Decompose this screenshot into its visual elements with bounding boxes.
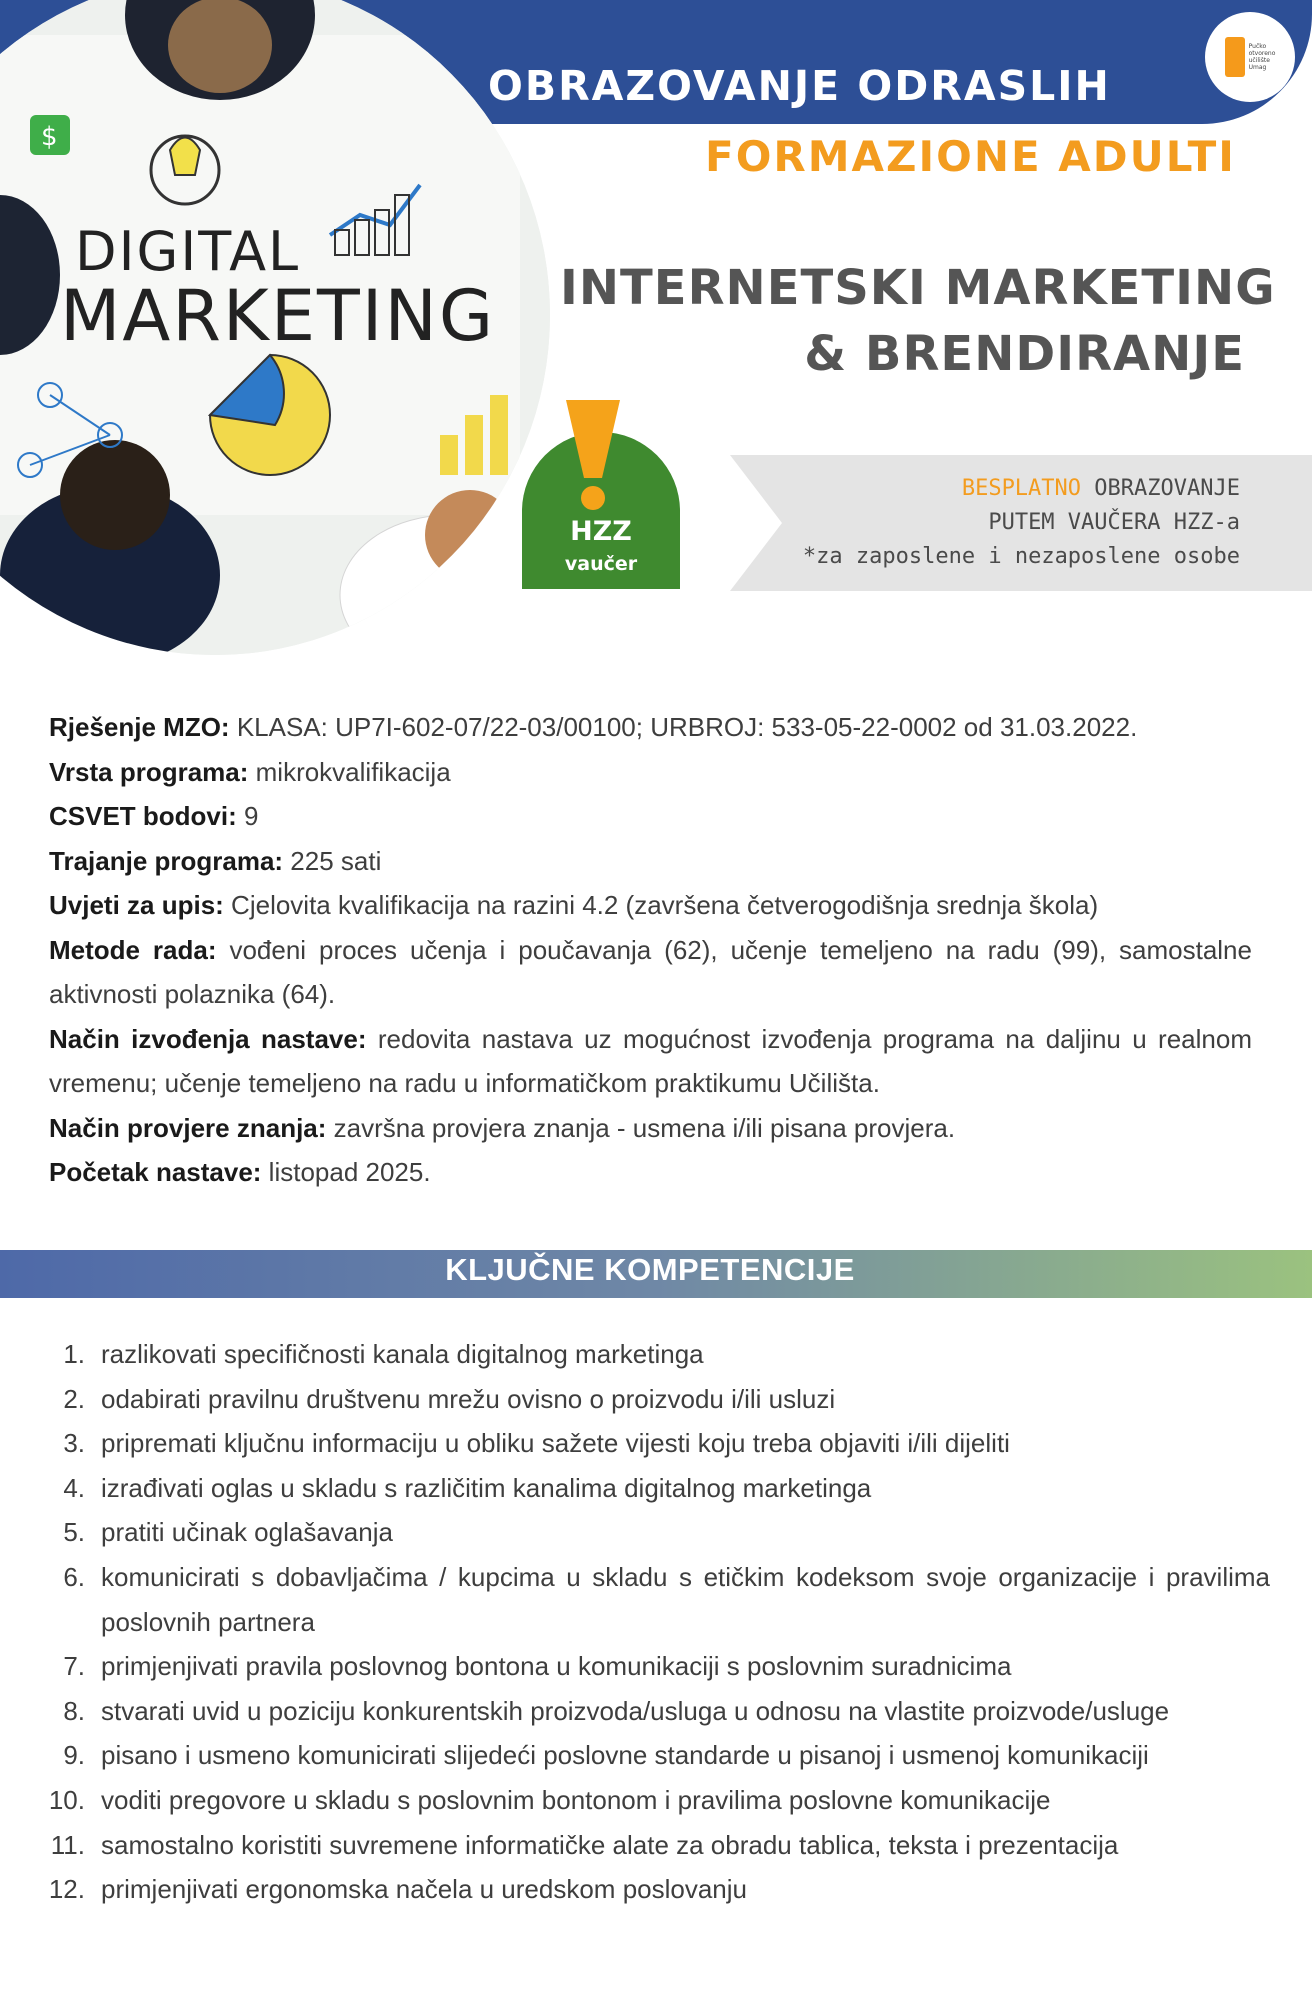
- list-item: 4. izrađivati oglas u skladu s različitim kanalima digitalnog marketinga: [63, 1472, 872, 1503]
- logo-mark: [1225, 37, 1245, 77]
- list-item: 11. samostalno koristiti suvremene informatičke alate za obradu tablica, teksta i prezentacija: [50, 1829, 1119, 1860]
- photo-text-marketing: MARKETING: [60, 275, 496, 357]
- course-title-line-2: & BRENDIRANJE: [804, 326, 1245, 382]
- title-italian: FORMAZIONE ADULTI: [705, 132, 1236, 181]
- info-row: CSVET bodovi: 9: [49, 801, 259, 831]
- digital-marketing-illustration: [0, 0, 550, 655]
- svg-text:$: $: [41, 122, 58, 152]
- title-croatian: OBRAZOVANJE ODRASLIH: [488, 62, 1111, 110]
- info-row: Način izvođenja nastave: redovita nastava uz mogućnost izvođenja programa na daljinu u realnom vremenu; učenje temeljeno na radu u informatičkom praktikumu Učilišta.: [49, 1023, 1252, 1098]
- list-item: 2. odabirati pravilnu društvenu mrežu ovisno o proizvodu i/ili usluzi: [63, 1383, 836, 1414]
- list-item: 12. primjenjivati ergonomska načela u uredskom poslovanju: [48, 1874, 748, 1905]
- info-row: Početak nastave: listopad 2025.: [49, 1157, 431, 1187]
- info-row: Trajanje programa: 225 sati: [49, 845, 382, 876]
- list-item: 9. pisano i usmeno komunicirati slijedeći poslovne standarde u pisanoj i usmenoj komunikaciji: [63, 1740, 1149, 1771]
- voucher-line-2: PUTEM VAUČERA HZZ-a: [988, 510, 1240, 535]
- list-item: 3. pripremati ključnu informaciju u obliku sažete vijesti koju treba objaviti i/ili dijeliti: [63, 1428, 1010, 1459]
- photo-text-digital: DIGITAL: [75, 220, 301, 283]
- list-item: 5. pratiti učinak oglašavanja: [63, 1517, 393, 1548]
- hzz-badge-subtitle: vaučer: [564, 553, 638, 575]
- free-label: BESPLATNO: [961, 476, 1082, 501]
- course-title: [560, 255, 1276, 387]
- list-item: 6. komunicirati s dobavljačima / kupcima u skladu s etičkim kodeksom svoje organizacije i pravilima poslovnih partnera: [63, 1561, 1270, 1637]
- institution-logo: [1205, 12, 1295, 102]
- exclamation-icon: [556, 400, 630, 512]
- hzz-badge-title: HZZ: [570, 516, 632, 547]
- competences-title: KLJUČNE KOMPETENCIJE: [445, 1252, 855, 1287]
- voucher-line-3: *za zaposlene i nezaposlene osobe: [802, 544, 1240, 569]
- info-row: Rješenje MZO: KLASA: UP7I-602-07/22-03/00100; URBROJ: 533-05-22-0002 od 31.03.2022.: [49, 712, 1138, 742]
- info-row: Uvjeti za upis: Cjelovita kvalifikacija na razini 4.2 (završena četverogodišnja srednja škola): [49, 890, 1099, 920]
- voucher-text: BESPLATNO OBRAZOVANJE PUTEM VAUČERA HZZ-a *za zaposlene i nezaposlene osobe: [780, 472, 1240, 574]
- program-info: [49, 705, 1252, 1195]
- header-photo: [0, 0, 550, 655]
- logo-text: Pučko otvoreno učilište Umag: [1248, 43, 1276, 71]
- list-item: 8. stvarati uvid u poziciju konkurentskih proizvoda/usluga u odnosu na vlastite proizvode/usluge: [63, 1695, 1170, 1726]
- info-row: Metode rada: vođeni proces učenja i poučavanja (62), učenje temeljeno na radu (99), samostalne aktivnosti polaznika (64).: [49, 934, 1252, 1009]
- list-item: 1. razlikovati specifičnosti kanala digitalnog marketinga: [63, 1339, 704, 1369]
- list-item: 10. voditi pregovore u skladu s poslovnim bontonom i pravilima poslovne komunikacije: [48, 1784, 1051, 1815]
- info-row: Način provjere znanja: završna provjera znanja - usmena i/ili pisana provjera.: [49, 1112, 956, 1143]
- competences-list: [40, 1332, 1270, 1912]
- course-title-line-1: INTERNETSKI MARKETING: [560, 260, 1276, 316]
- info-row: Vrsta programa: mikrokvalifikacija: [49, 756, 451, 787]
- list-item: 7. primjenjivati pravila poslovnog bontona u komunikaciji s poslovnim suradnicima: [63, 1651, 1012, 1682]
